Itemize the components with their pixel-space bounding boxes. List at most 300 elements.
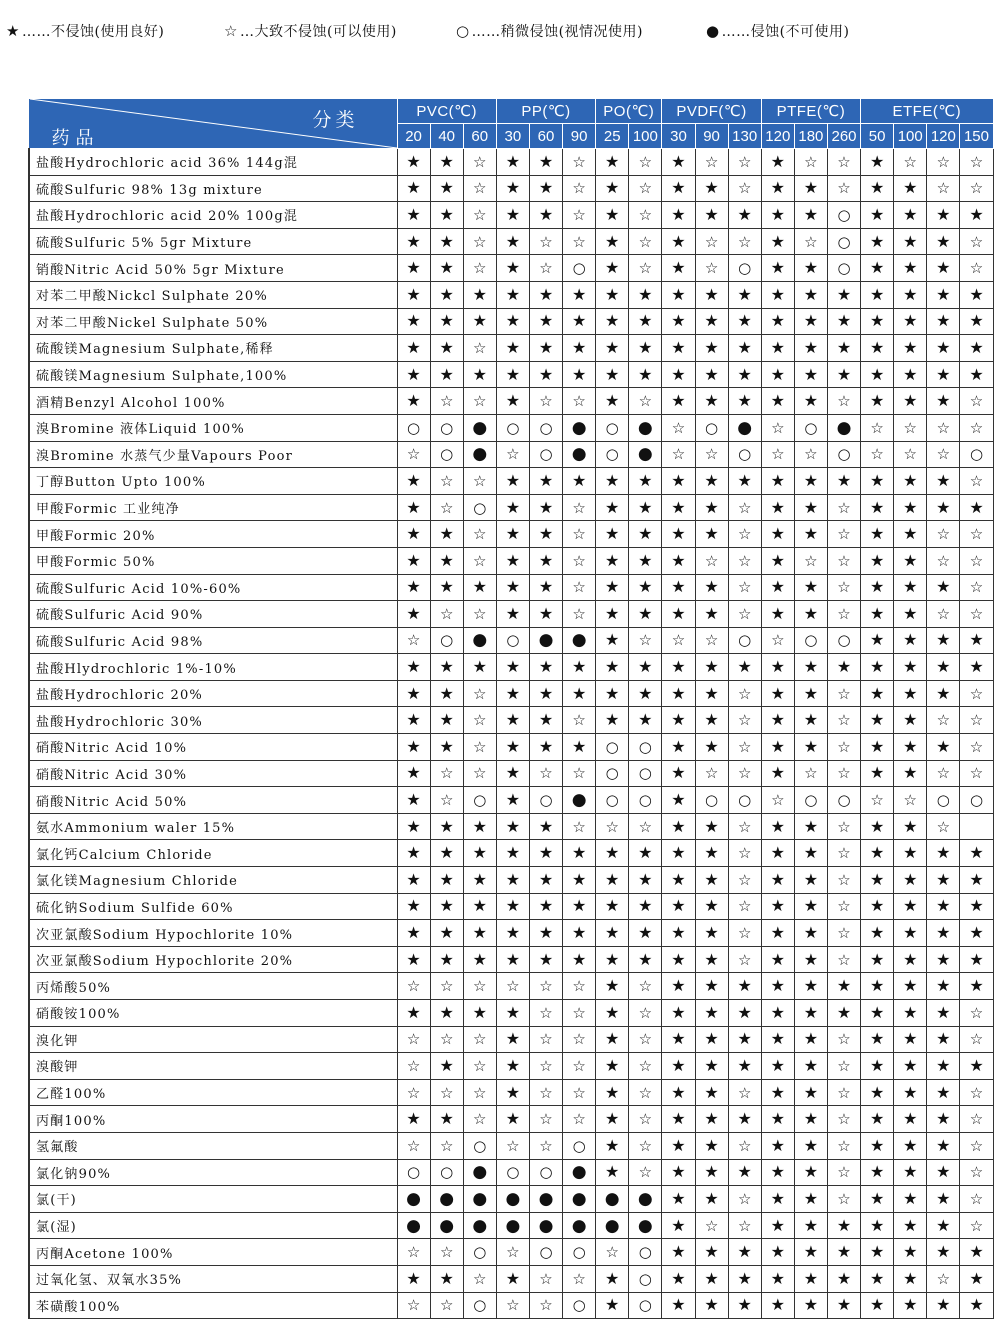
- hollow-star-icon: ☆: [827, 1186, 860, 1213]
- filled-star-icon: ★: [695, 574, 728, 601]
- hollow-star-icon: ☆: [761, 787, 794, 814]
- hollow-circle-icon: ○: [629, 760, 662, 787]
- filled-star-icon: ★: [397, 574, 430, 601]
- table-row: [29, 813, 993, 840]
- filled-star-icon: ★: [662, 335, 695, 362]
- filled-star-icon: ★: [496, 787, 529, 814]
- filled-star-icon: ★: [430, 574, 463, 601]
- filled-star-icon: ★: [596, 228, 629, 255]
- filled-star-icon: ★: [894, 468, 927, 495]
- filled-star-icon: ★: [927, 335, 960, 362]
- filled-star-icon: ★: [662, 521, 695, 548]
- hollow-star-icon: ☆: [529, 1026, 562, 1053]
- hollow-star-icon: ☆: [728, 680, 761, 707]
- filled-star-icon: ★: [761, 973, 794, 1000]
- filled-star-icon: ★: [894, 202, 927, 229]
- chemical-name: 酒精Benzyl Alcohol 100%: [29, 388, 397, 415]
- hollow-star-icon: ☆: [629, 627, 662, 654]
- hollow-star-icon: ☆: [827, 521, 860, 548]
- filled-circle-icon: ●: [529, 627, 562, 654]
- hollow-star-icon: ☆: [463, 1265, 496, 1292]
- filled-star-icon: ★: [430, 308, 463, 335]
- filled-star-icon: ★: [861, 149, 894, 176]
- category-label: 分类: [312, 109, 359, 131]
- filled-star-icon: ★: [496, 1053, 529, 1080]
- filled-star-icon: ★: [430, 946, 463, 973]
- filled-circle-icon: ●: [629, 441, 662, 468]
- filled-star-icon: ★: [397, 813, 430, 840]
- chemical-name: 对苯二甲酸Nickcl Sulphate 20%: [29, 281, 397, 308]
- filled-star-icon: ★: [861, 893, 894, 920]
- hollow-star-icon: ☆: [827, 734, 860, 761]
- table-row: [29, 707, 993, 734]
- hollow-star-icon: ☆: [629, 1053, 662, 1080]
- filled-star-icon: ★: [563, 335, 596, 362]
- filled-star-icon: ★: [596, 1079, 629, 1106]
- filled-star-icon: ★: [861, 920, 894, 947]
- filled-star-icon: ★: [596, 255, 629, 282]
- temperature-header: 260: [827, 124, 860, 149]
- filled-star-icon: ★: [894, 813, 927, 840]
- filled-star-icon: ★: [960, 1239, 993, 1266]
- filled-star-icon: ★: [529, 867, 562, 894]
- hollow-star-icon: ☆: [927, 760, 960, 787]
- filled-star-icon: ★: [894, 680, 927, 707]
- table-row: [29, 1292, 993, 1319]
- filled-star-icon: ★: [861, 707, 894, 734]
- filled-star-icon: ★: [827, 973, 860, 1000]
- filled-star-icon: ★: [463, 361, 496, 388]
- filled-star-icon: ★: [960, 1292, 993, 1319]
- filled-star-icon: ★: [596, 547, 629, 574]
- filled-star-icon: ★: [596, 1106, 629, 1133]
- hollow-star-icon: ☆: [563, 202, 596, 229]
- hollow-star-icon: ☆: [728, 1212, 761, 1239]
- hollow-star-icon: ☆: [695, 760, 728, 787]
- filled-star-icon: ★: [695, 1186, 728, 1213]
- chemical-name: 丁醇Button Upto 100%: [29, 468, 397, 495]
- filled-star-icon: ★: [794, 1186, 827, 1213]
- filled-star-icon: ★: [629, 654, 662, 681]
- filled-star-icon: ★: [629, 308, 662, 335]
- filled-star-icon: ★: [927, 627, 960, 654]
- filled-star-icon: ★: [496, 601, 529, 628]
- filled-star-icon: ★: [596, 468, 629, 495]
- hollow-star-icon: ☆: [827, 760, 860, 787]
- filled-star-icon: ★: [761, 1026, 794, 1053]
- filled-star-icon: ★: [894, 308, 927, 335]
- hollow-star-icon: ☆: [496, 1132, 529, 1159]
- filled-star-icon: ★: [662, 920, 695, 947]
- filled-star-icon: ★: [827, 1212, 860, 1239]
- filled-star-icon: ★: [662, 1212, 695, 1239]
- hollow-star-icon: ☆: [728, 1132, 761, 1159]
- filled-star-icon: ★: [894, 1132, 927, 1159]
- filled-star-icon: ★: [761, 946, 794, 973]
- filled-star-icon: ★: [894, 867, 927, 894]
- filled-star-icon: ★: [927, 1132, 960, 1159]
- table-row: [29, 1053, 993, 1080]
- hollow-star-icon: ☆: [224, 22, 238, 40]
- filled-star-icon: ★: [397, 893, 430, 920]
- filled-star-icon: ★: [827, 654, 860, 681]
- filled-star-icon: ★: [596, 149, 629, 176]
- filled-star-icon: ★: [761, 1132, 794, 1159]
- hollow-star-icon: ☆: [728, 707, 761, 734]
- filled-star-icon: ★: [563, 654, 596, 681]
- table-row: [29, 547, 993, 574]
- legend-text: ……侵蚀(不可使用): [721, 24, 850, 40]
- temperature-header: 130: [728, 124, 761, 149]
- filled-star-icon: ★: [695, 308, 728, 335]
- filled-star-icon: ★: [430, 1000, 463, 1027]
- filled-star-icon: ★: [761, 734, 794, 761]
- hollow-star-icon: ☆: [894, 441, 927, 468]
- filled-circle-icon: ●: [563, 1159, 596, 1186]
- hollow-star-icon: ☆: [960, 760, 993, 787]
- filled-star-icon: ★: [960, 654, 993, 681]
- hollow-star-icon: ☆: [529, 255, 562, 282]
- filled-star-icon: ★: [927, 388, 960, 415]
- hollow-star-icon: ☆: [629, 973, 662, 1000]
- filled-star-icon: ★: [861, 468, 894, 495]
- filled-star-icon: ★: [596, 1292, 629, 1319]
- table-row: [29, 601, 993, 628]
- chemical-name: 氯(干): [29, 1186, 397, 1213]
- hollow-star-icon: ☆: [662, 441, 695, 468]
- hollow-star-icon: ☆: [695, 441, 728, 468]
- filled-star-icon: ★: [761, 468, 794, 495]
- hollow-star-icon: ☆: [794, 760, 827, 787]
- filled-star-icon: ★: [894, 1159, 927, 1186]
- filled-star-icon: ★: [927, 574, 960, 601]
- hollow-star-icon: ☆: [529, 1292, 562, 1319]
- filled-star-icon: ★: [761, 840, 794, 867]
- filled-star-icon: ★: [927, 1292, 960, 1319]
- filled-star-icon: ★: [927, 973, 960, 1000]
- hollow-circle-icon: ○: [794, 627, 827, 654]
- hollow-star-icon: ☆: [861, 441, 894, 468]
- hollow-star-icon: ☆: [430, 1132, 463, 1159]
- hollow-circle-icon: ○: [728, 441, 761, 468]
- filled-star-icon: ★: [695, 1159, 728, 1186]
- filled-star-icon: ★: [861, 255, 894, 282]
- filled-star-icon: ★: [927, 893, 960, 920]
- hollow-star-icon: ☆: [960, 175, 993, 202]
- filled-star-icon: ★: [496, 521, 529, 548]
- filled-star-icon: ★: [529, 521, 562, 548]
- filled-star-icon: ★: [861, 202, 894, 229]
- table-row: [29, 494, 993, 521]
- hollow-circle-icon: ○: [463, 1239, 496, 1266]
- filled-star-icon: ★: [430, 175, 463, 202]
- filled-star-icon: ★: [927, 1106, 960, 1133]
- filled-circle-icon: ●: [496, 1186, 529, 1213]
- hollow-circle-icon: ○: [960, 441, 993, 468]
- filled-star-icon: ★: [397, 335, 430, 362]
- filled-star-icon: ★: [761, 1079, 794, 1106]
- filled-star-icon: ★: [794, 734, 827, 761]
- hollow-star-icon: ☆: [927, 521, 960, 548]
- hollow-star-icon: ☆: [960, 149, 993, 176]
- filled-star-icon: ★: [596, 1159, 629, 1186]
- chemical-name: 硝酸铵100%: [29, 1000, 397, 1027]
- filled-star-icon: ★: [529, 308, 562, 335]
- filled-star-icon: ★: [695, 1053, 728, 1080]
- hollow-star-icon: ☆: [827, 1132, 860, 1159]
- filled-star-icon: ★: [397, 228, 430, 255]
- hollow-star-icon: ☆: [960, 1000, 993, 1027]
- hollow-star-icon: ☆: [960, 1186, 993, 1213]
- filled-star-icon: ★: [496, 202, 529, 229]
- temperature-header: 30: [662, 124, 695, 149]
- chemical-name: 硝酸Nitric Acid 30%: [29, 760, 397, 787]
- hollow-star-icon: ☆: [960, 1212, 993, 1239]
- hollow-star-icon: ☆: [529, 228, 562, 255]
- filled-circle-icon: ●: [563, 1186, 596, 1213]
- filled-star-icon: ★: [662, 388, 695, 415]
- filled-circle-icon: ●: [596, 1186, 629, 1213]
- filled-star-icon: ★: [529, 175, 562, 202]
- filled-star-icon: ★: [662, 1053, 695, 1080]
- filled-star-icon: ★: [563, 893, 596, 920]
- filled-star-icon: ★: [596, 840, 629, 867]
- legend-text: ……稍微侵蚀(视情况使用): [471, 24, 644, 40]
- filled-star-icon: ★: [529, 468, 562, 495]
- hollow-star-icon: ☆: [960, 1106, 993, 1133]
- filled-star-icon: ★: [563, 920, 596, 947]
- filled-star-icon: ★: [430, 1265, 463, 1292]
- filled-star-icon: ★: [662, 1000, 695, 1027]
- hollow-circle-icon: ○: [563, 255, 596, 282]
- hollow-star-icon: ☆: [397, 1026, 430, 1053]
- hollow-star-icon: ☆: [927, 707, 960, 734]
- chemical-name: 丙酮Acetone 100%: [29, 1239, 397, 1266]
- filled-star-icon: ★: [662, 973, 695, 1000]
- table-row: [29, 388, 993, 415]
- legend-item-fair: [456, 20, 643, 43]
- hollow-circle-icon: ○: [596, 734, 629, 761]
- hollow-star-icon: ☆: [960, 228, 993, 255]
- filled-star-icon: ★: [861, 361, 894, 388]
- hollow-star-icon: ☆: [960, 521, 993, 548]
- hollow-star-icon: ☆: [960, 734, 993, 761]
- material-header: PTFE(℃): [761, 99, 860, 124]
- hollow-star-icon: ☆: [563, 760, 596, 787]
- hollow-star-icon: ☆: [861, 787, 894, 814]
- hollow-star-icon: ☆: [463, 468, 496, 495]
- filled-star-icon: ★: [397, 920, 430, 947]
- filled-star-icon: ★: [496, 707, 529, 734]
- hollow-circle-icon: ○: [960, 787, 993, 814]
- chemical-label: 药品: [51, 128, 100, 149]
- filled-star-icon: ★: [463, 1000, 496, 1027]
- filled-star-icon: ★: [529, 813, 562, 840]
- hollow-circle-icon: ○: [728, 787, 761, 814]
- filled-star-icon: ★: [695, 335, 728, 362]
- filled-star-icon: ★: [861, 760, 894, 787]
- chemical-name: 硫酸镁Magnesium Sulphate,稀释: [29, 335, 397, 362]
- hollow-star-icon: ☆: [463, 521, 496, 548]
- filled-star-icon: ★: [728, 1239, 761, 1266]
- filled-star-icon: ★: [430, 1053, 463, 1080]
- hollow-star-icon: ☆: [728, 601, 761, 628]
- filled-star-icon: ★: [529, 707, 562, 734]
- filled-star-icon: ★: [629, 361, 662, 388]
- temperature-header: 120: [761, 124, 794, 149]
- hollow-star-icon: ☆: [629, 175, 662, 202]
- filled-star-icon: ★: [496, 335, 529, 362]
- filled-star-icon: ★: [728, 1265, 761, 1292]
- filled-star-icon: ★: [430, 920, 463, 947]
- hollow-star-icon: ☆: [728, 893, 761, 920]
- filled-star-icon: ★: [596, 867, 629, 894]
- filled-star-icon: ★: [861, 547, 894, 574]
- filled-star-icon: ★: [397, 1000, 430, 1027]
- hollow-star-icon: ☆: [960, 1026, 993, 1053]
- filled-star-icon: ★: [861, 680, 894, 707]
- hollow-star-icon: ☆: [529, 1106, 562, 1133]
- hollow-star-icon: ☆: [430, 1079, 463, 1106]
- filled-star-icon: ★: [794, 920, 827, 947]
- chemical-name: 过氧化氢、双氧水35%: [29, 1265, 397, 1292]
- hollow-star-icon: ☆: [463, 547, 496, 574]
- filled-star-icon: ★: [794, 707, 827, 734]
- hollow-star-icon: ☆: [728, 494, 761, 521]
- filled-star-icon: ★: [6, 22, 20, 40]
- filled-star-icon: ★: [662, 308, 695, 335]
- temperature-header: 20: [397, 124, 430, 149]
- legend-text: …大致不侵蚀(可以使用): [239, 24, 397, 40]
- temperature-header: 180: [794, 124, 827, 149]
- chemical-name: 硫酸Sulfuric Acid 10%-60%: [29, 574, 397, 601]
- chemical-name: 氯(湿): [29, 1212, 397, 1239]
- filled-circle-icon: ●: [563, 627, 596, 654]
- hollow-star-icon: ☆: [463, 175, 496, 202]
- filled-star-icon: ★: [728, 1159, 761, 1186]
- hollow-circle-icon: ○: [529, 1239, 562, 1266]
- table-row: [29, 361, 993, 388]
- filled-star-icon: ★: [662, 893, 695, 920]
- hollow-star-icon: ☆: [960, 255, 993, 282]
- filled-star-icon: ★: [861, 654, 894, 681]
- chemical-name: 甲酸Formic 50%: [29, 547, 397, 574]
- filled-star-icon: ★: [695, 973, 728, 1000]
- legend: [6, 20, 986, 44]
- hollow-circle-icon: ○: [596, 787, 629, 814]
- filled-star-icon: ★: [596, 1026, 629, 1053]
- filled-star-icon: ★: [728, 281, 761, 308]
- filled-star-icon: ★: [960, 1265, 993, 1292]
- filled-star-icon: ★: [596, 1132, 629, 1159]
- hollow-star-icon: ☆: [463, 973, 496, 1000]
- resistance-table: [28, 98, 994, 1319]
- filled-star-icon: ★: [761, 175, 794, 202]
- hollow-star-icon: ☆: [430, 1239, 463, 1266]
- filled-star-icon: ★: [728, 1053, 761, 1080]
- filled-star-icon: ★: [596, 654, 629, 681]
- filled-circle-icon: ●: [463, 441, 496, 468]
- filled-star-icon: ★: [662, 1239, 695, 1266]
- temperature-header: 30: [496, 124, 529, 149]
- filled-star-icon: ★: [927, 1026, 960, 1053]
- filled-circle-icon: ●: [529, 1186, 562, 1213]
- filled-star-icon: ★: [761, 1000, 794, 1027]
- hollow-star-icon: ☆: [960, 574, 993, 601]
- filled-star-icon: ★: [596, 1265, 629, 1292]
- filled-star-icon: ★: [463, 840, 496, 867]
- filled-star-icon: ★: [761, 1106, 794, 1133]
- hollow-star-icon: ☆: [827, 494, 860, 521]
- filled-star-icon: ★: [794, 1132, 827, 1159]
- filled-star-icon: ★: [662, 255, 695, 282]
- filled-star-icon: ★: [430, 149, 463, 176]
- hollow-star-icon: ☆: [728, 760, 761, 787]
- filled-star-icon: ★: [397, 1265, 430, 1292]
- filled-star-icon: ★: [596, 574, 629, 601]
- table-row: [29, 308, 993, 335]
- filled-star-icon: ★: [761, 574, 794, 601]
- temperature-header: 90: [563, 124, 596, 149]
- filled-star-icon: ★: [960, 335, 993, 362]
- table-body: [29, 149, 993, 1319]
- chemical-name: 溴Bromine 水蒸气少量Vapours Poor: [29, 441, 397, 468]
- filled-star-icon: ★: [496, 654, 529, 681]
- hollow-star-icon: ☆: [827, 388, 860, 415]
- filled-star-icon: ★: [430, 202, 463, 229]
- filled-circle-icon: ●: [563, 1212, 596, 1239]
- filled-star-icon: ★: [827, 1239, 860, 1266]
- filled-star-icon: ★: [496, 1026, 529, 1053]
- filled-star-icon: ★: [728, 1000, 761, 1027]
- hollow-star-icon: ☆: [827, 149, 860, 176]
- filled-star-icon: ★: [960, 946, 993, 973]
- hollow-star-icon: ☆: [960, 707, 993, 734]
- hollow-circle-icon: ○: [827, 627, 860, 654]
- filled-star-icon: ★: [927, 680, 960, 707]
- chemical-name: 硫化钠Sodium Sulfide 60%: [29, 893, 397, 920]
- filled-star-icon: ★: [761, 335, 794, 362]
- filled-star-icon: ★: [761, 228, 794, 255]
- filled-star-icon: ★: [894, 920, 927, 947]
- hollow-circle-icon: ○: [794, 787, 827, 814]
- filled-star-icon: ★: [496, 494, 529, 521]
- hollow-circle-icon: ○: [463, 787, 496, 814]
- filled-star-icon: ★: [397, 388, 430, 415]
- hollow-star-icon: ☆: [430, 787, 463, 814]
- filled-star-icon: ★: [596, 920, 629, 947]
- filled-star-icon: ★: [728, 335, 761, 362]
- filled-star-icon: ★: [695, 1239, 728, 1266]
- hollow-star-icon: ☆: [827, 1026, 860, 1053]
- chemical-name: 甲酸Formic 工业纯净: [29, 494, 397, 521]
- chemical-name: 硝酸Nitric Acid 10%: [29, 734, 397, 761]
- filled-circle-icon: ●: [529, 1212, 562, 1239]
- hollow-star-icon: ☆: [430, 1026, 463, 1053]
- hollow-circle-icon: ○: [629, 1292, 662, 1319]
- legend-item-excellent: [6, 20, 164, 43]
- hollow-circle-icon: ○: [728, 627, 761, 654]
- filled-star-icon: ★: [794, 1053, 827, 1080]
- hollow-star-icon: ☆: [728, 228, 761, 255]
- temperature-header: 100: [894, 124, 927, 149]
- hollow-circle-icon: ○: [496, 414, 529, 441]
- hollow-star-icon: ☆: [728, 149, 761, 176]
- filled-star-icon: ★: [761, 867, 794, 894]
- hollow-star-icon: ☆: [496, 973, 529, 1000]
- hollow-circle-icon: ○: [463, 494, 496, 521]
- hollow-star-icon: ☆: [397, 627, 430, 654]
